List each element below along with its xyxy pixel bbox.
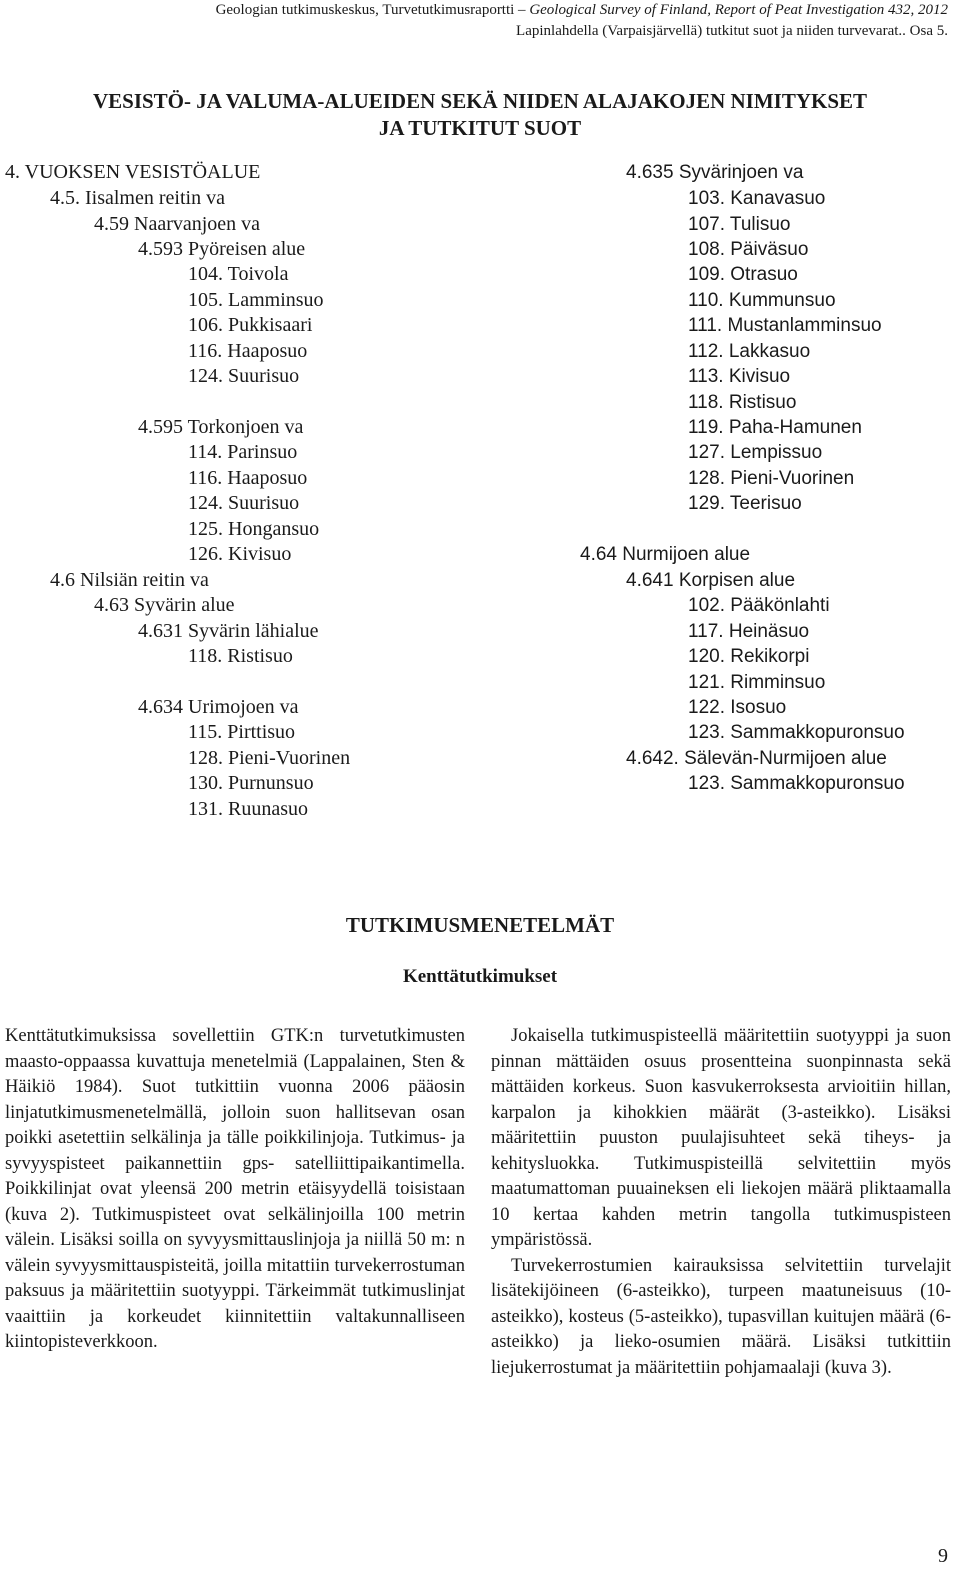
list-item: 115. Pirttisuo bbox=[188, 721, 296, 743]
list-item: 123. Sammakkopuronsuo bbox=[688, 722, 905, 743]
list-item: 4.6 Nilsiän reitin va bbox=[50, 569, 209, 591]
list-item: 124. Suurisuo bbox=[188, 492, 300, 514]
list-item: 129. Teerisuo bbox=[688, 493, 802, 514]
list-item: 118. Ristisuo bbox=[688, 392, 797, 413]
list-item: 106. Pukkisaari bbox=[188, 314, 313, 336]
section-subheading: Kenttätutkimukset bbox=[402, 966, 558, 987]
title-line-1: VESISTÖ- JA VALUMA-ALUEIDEN SEKÄ NIIDEN ALAJAKOJEN NIMITYKSET bbox=[92, 89, 868, 113]
list-item: 113. Kivisuo bbox=[688, 366, 791, 387]
list-item-vesistoalue: 4. VUOKSEN VESISTÖALUE bbox=[5, 161, 261, 183]
list-item: 4.641 Korpisen alue bbox=[626, 570, 796, 591]
list-item: 121. Rimminsuo bbox=[688, 672, 826, 693]
list-item: 122. Isosuo bbox=[688, 697, 787, 718]
body-column-right bbox=[491, 1024, 951, 1381]
list-item: 131. Ruunasuo bbox=[188, 798, 308, 820]
list-item: 126. Kivisuo bbox=[188, 543, 292, 565]
body-paragraph: Jokaisella tutkimuspisteellä määritettiin suotyyppi ja suon pinnan mättäiden osuus prosentteina suonpinnasta sekä mättäiden korkeus. Suon kasvukerroksesta arvioitiin hillan, karpalon ja kihokkien määrät (3-asteikko). Lisäksi määritettiin puuston puulajisuhteet sekä tiheys- ja kehitysluokka. Tutkimuspisteillä selvitettiin myös maatumattoman puuaineksen eli liekojen määrä pliktaamalla 10 kertaa kahden metrin tangolla tutkimuspisteen ympäristössä. bbox=[491, 1026, 951, 1250]
list-item: 117. Heinäsuo bbox=[688, 621, 810, 642]
list-item: 4.634 Urimojoen va bbox=[138, 696, 299, 718]
list-item: 4.635 Syvärinjoen va bbox=[626, 162, 804, 183]
list-item: 108. Päiväsuo bbox=[688, 239, 809, 260]
header-series: Geological Survey of Finland, Report of Peat Investigation 432, 2012 bbox=[529, 2, 948, 18]
list-item: 124. Suurisuo bbox=[188, 365, 300, 387]
body-paragraph: Turvekerrostumien kairauksissa selvitettiin turvelajit lisätekijöineen (6-asteikko), turpeen maatuneisuus (10-asteikko), kosteus (5-asteikko), tupasvillan kuitujen määrä (6-asteikko) ja lieko-osumien määrä. Lisäksi tutkittiin liejukerrostumat ja määritettiin pohjamaalaji (kuva 3). bbox=[491, 1255, 951, 1378]
list-item: 4.631 Syvärin lähialue bbox=[138, 620, 319, 642]
list-item: 116. Haaposuo bbox=[188, 340, 308, 362]
list-item: 128. Pieni-Vuorinen bbox=[188, 747, 351, 769]
list-item: 4.64 Nurmijoen alue bbox=[580, 544, 751, 565]
list-item: 112. Lakkasuo bbox=[688, 341, 811, 362]
list-item: 105. Lamminsuo bbox=[188, 289, 324, 311]
list-item: 110. Kummunsuo bbox=[688, 290, 836, 311]
list-item: 119. Paha-Hamunen bbox=[688, 417, 862, 438]
body-paragraph: Kenttätutkimuksissa sovellettiin GTK:n turvetutkimusten maasto-oppaassa kuvattuja menetelmiä (Lappalainen, Sten & Häikiö 1984). Suot tutkittiin vuonna 2006 pääosin linjatutkimusmenetelmällä, jolloin suon hallitsevan osan poikki asetettiin selkälinja ja tälle poikkilinjoja. Tutkimus- ja syvyyspisteet paikannettiin gps- satelliittipaikantimella. Poikkilinjat ovat yleensä 200 metrin etäisyydellä toisistaan (kuva 2). Tutkimuspisteet ovat selkälinjoilla 100 metrin välein. Lisäksi soilla on syvyysmittauslinjoja ja niillä 50 m: n välein syvyysmittauspisteitä, joilla mitattiin turvekerrostuman paksuus ja määritettiin suotyyppi. Tärkeimmät tutkimuslinjat vaaittiin ja korkeudet kiinnitettiin valtakunnalliseen kiintopisteverkkoon. bbox=[5, 1026, 465, 1352]
list-item: 118. Ristisuo bbox=[188, 645, 293, 667]
page-title bbox=[0, 88, 960, 142]
running-header bbox=[216, 0, 948, 42]
list-item: 128. Pieni-Vuorinen bbox=[688, 468, 855, 489]
list-item: 4.63 Syvärin alue bbox=[94, 594, 235, 616]
list-item: 4.595 Torkonjoen va bbox=[138, 416, 304, 438]
list-item: 127. Lempissuo bbox=[688, 442, 823, 463]
list-item: 103. Kanavasuo bbox=[688, 188, 826, 209]
header-line-2: Lapinlahdella (Varpaisjärvellä) tutkitut suot ja niiden turvevarat.. Osa 5. bbox=[516, 23, 948, 39]
list-item: 114. Parinsuo bbox=[188, 441, 298, 463]
list-item: 109. Otrasuo bbox=[688, 264, 798, 285]
list-item: 125. Hongansuo bbox=[188, 518, 320, 540]
list-item: 4.642. Sälevän-Nurmijoen alue bbox=[626, 748, 887, 769]
header-line-1 bbox=[216, 0, 948, 21]
list-item: 4.5. Iisalmen reitin va bbox=[50, 187, 225, 209]
list-item: 116. Haaposuo bbox=[188, 467, 308, 489]
list-item: 107. Tulisuo bbox=[688, 214, 791, 235]
body-column-left bbox=[5, 1024, 465, 1356]
list-item: 104. Toivola bbox=[188, 263, 289, 285]
list-item: 102. Pääkönlahti bbox=[688, 595, 830, 616]
list-item: 111. Mustanlamminsuo bbox=[688, 315, 882, 336]
list-item: 4.593 Pyöreisen alue bbox=[138, 238, 306, 260]
list-item: 4.59 Naarvanjoen va bbox=[94, 213, 261, 235]
list-item: 130. Purnunsuo bbox=[188, 772, 314, 794]
list-item: 123. Sammakkopuronsuo bbox=[688, 773, 905, 794]
title-line-2: JA TUTKITUT SUOT bbox=[378, 116, 582, 140]
page-number: 9 bbox=[938, 1545, 948, 1567]
list-item: 120. Rekikorpi bbox=[688, 646, 810, 667]
header-publisher: Geologian tutkimuskeskus, Turvetutkimusraportti – bbox=[215, 2, 530, 18]
section-heading: TUTKIMUSMENETELMÄT bbox=[345, 913, 615, 937]
